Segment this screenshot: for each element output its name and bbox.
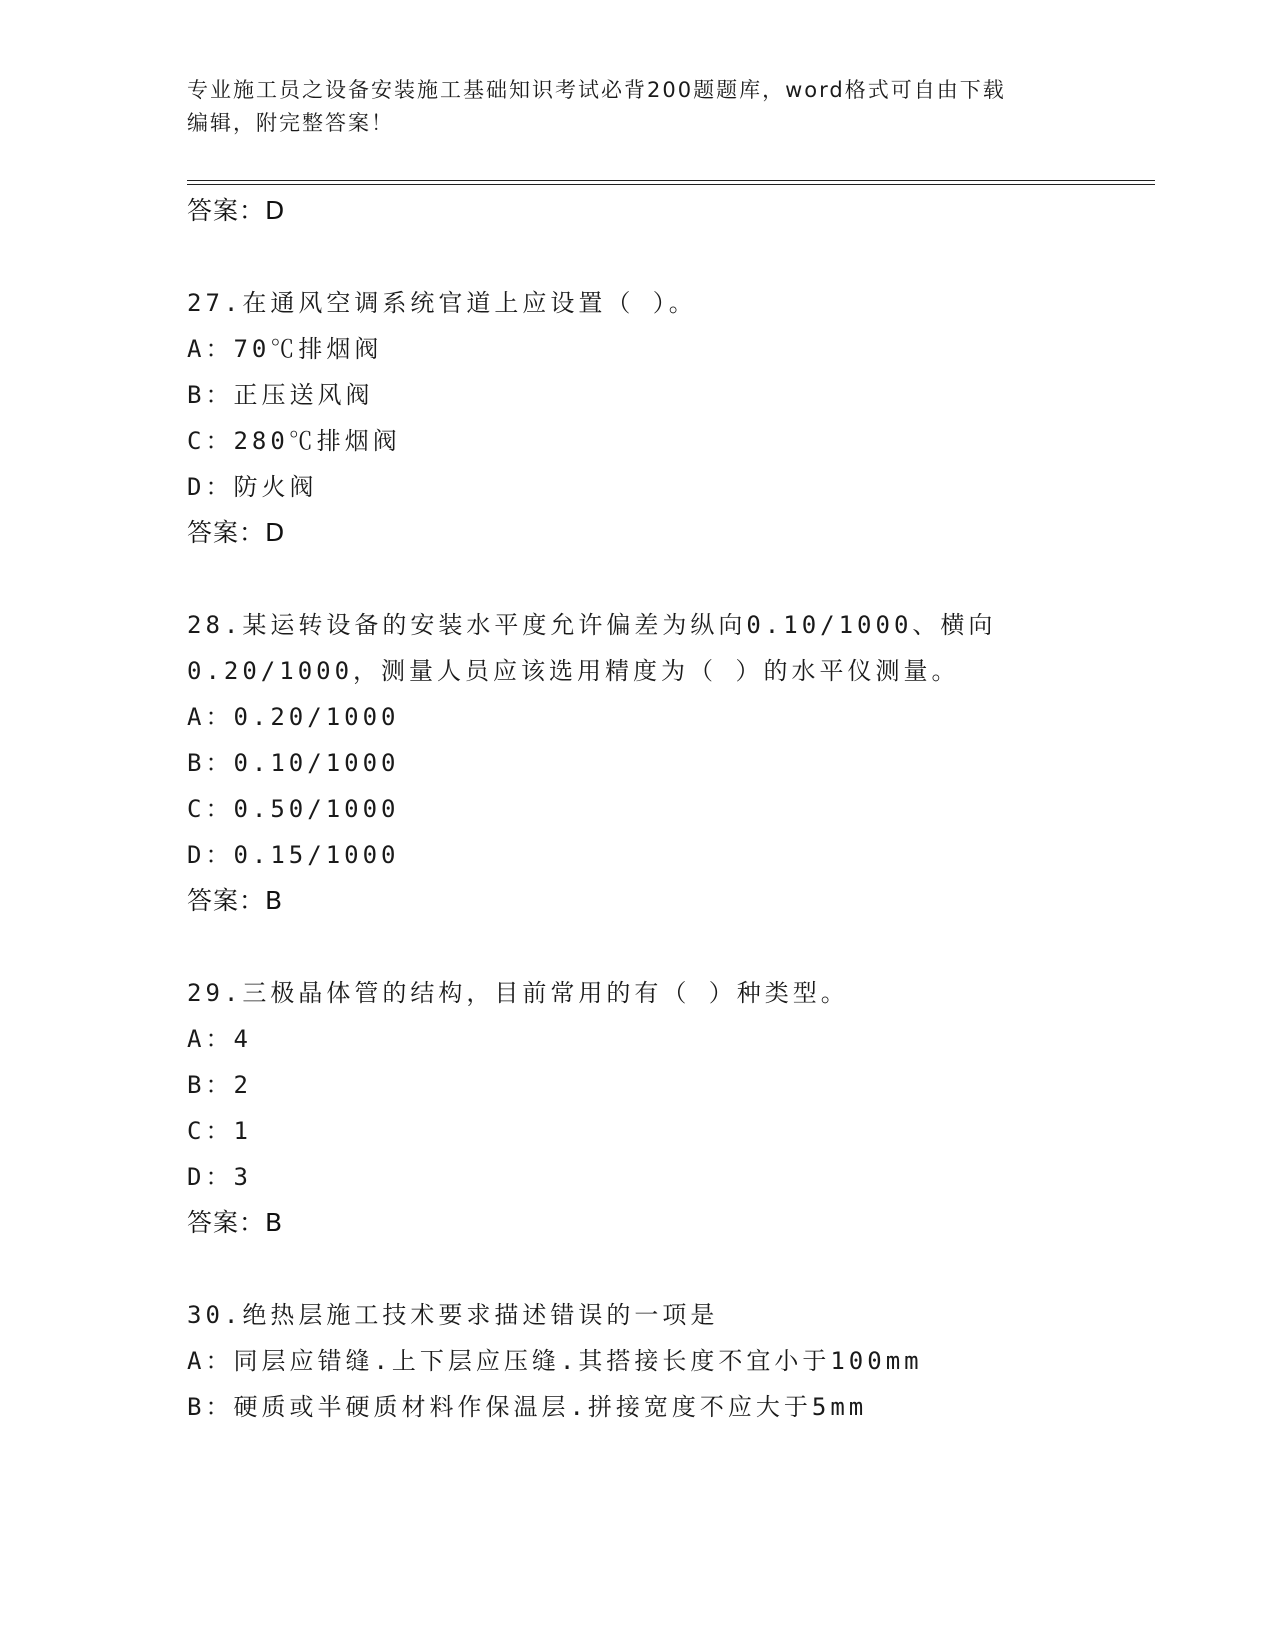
option-a: A：0.20/1000 — [187, 703, 400, 731]
option-c: C：1 — [187, 1117, 252, 1145]
header-rule-bottom — [187, 184, 1155, 185]
answer-line: 答案：D — [187, 196, 286, 225]
option-c: C：280℃排烟阀 — [187, 427, 401, 455]
answer-line: 答案：B — [187, 1208, 284, 1237]
question-block — [187, 1292, 1155, 1430]
header-rule-top — [187, 180, 1155, 181]
answer-line: 答案：B — [187, 886, 284, 915]
question-block — [187, 970, 1155, 1246]
question-block — [187, 280, 1155, 556]
header-line-1: 专业施工员之设备安装施工基础知识考试必背200题题库，word格式可自由下载 — [187, 78, 1006, 102]
spacer — [187, 1246, 1155, 1292]
option-b: B：2 — [187, 1071, 252, 1099]
question-stem: 29.三极晶体管的结构，目前常用的有（ ）种类型。 — [187, 979, 849, 1007]
option-b: B：0.10/1000 — [187, 749, 400, 777]
option-a: A：4 — [187, 1025, 252, 1053]
question-list — [187, 188, 1155, 1430]
question-stem-continued: 0.20/1000，测量人员应该选用精度为（ ）的水平仪测量。 — [187, 657, 960, 685]
question-stem: 27.在通风空调系统官道上应设置（ ）。 — [187, 289, 697, 317]
spacer — [187, 924, 1155, 970]
option-d: D：防火阀 — [187, 473, 318, 501]
option-a: A：70℃排烟阀 — [187, 335, 383, 363]
header-line-2: 编辑，附完整答案！ — [187, 111, 394, 135]
question-block — [187, 602, 1155, 924]
spacer — [187, 234, 1155, 280]
answer-line: 答案：D — [187, 518, 286, 547]
option-c: C：0.50/1000 — [187, 795, 400, 823]
option-d: D：3 — [187, 1163, 252, 1191]
document-header — [187, 74, 1067, 140]
option-a: A：同层应错缝.上下层应压缝.其搭接长度不宜小于100mm — [187, 1347, 923, 1375]
spacer — [187, 556, 1155, 602]
question-stem: 30.绝热层施工技术要求描述错误的一项是 — [187, 1301, 719, 1329]
option-d: D：0.15/1000 — [187, 841, 400, 869]
option-b: B：硬质或半硬质材料作保温层.拼接宽度不应大于5mm — [187, 1393, 868, 1421]
option-b: B：正压送风阀 — [187, 381, 374, 409]
question-stem: 28.某运转设备的安装水平度允许偏差为纵向0.10/1000、横向 — [187, 611, 997, 639]
